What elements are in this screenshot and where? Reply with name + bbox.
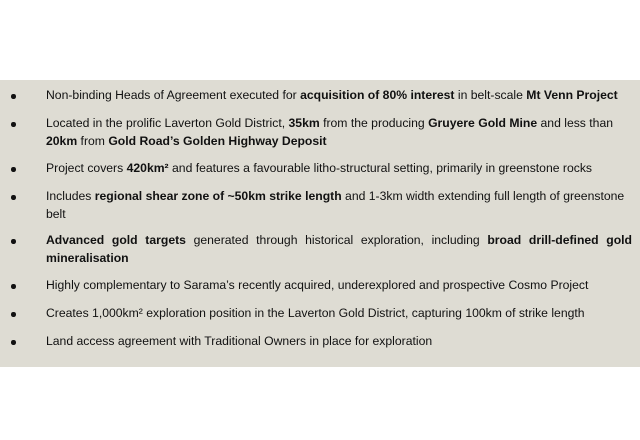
bullet-point [11, 284, 16, 289]
bullet-point [11, 167, 16, 172]
bullet-text: Located in the prolific Laverton Gold District, 35km from the producing Gruyere Gold Mine and less than 20km from Gold Road’s Golden Highway Deposit [46, 116, 614, 148]
bullet-text: Creates 1,000km² exploration position in the Laverton Gold District, capturing 100km of strike length [46, 306, 585, 320]
bullet-text: Land access agreement with Traditional Owners in place for exploration [46, 334, 433, 348]
highlights-panel [0, 80, 640, 367]
bullet-point [11, 94, 16, 99]
bullet-point [11, 340, 16, 345]
bullet-point [11, 195, 16, 200]
bullet-text: Includes regional shear zone of ~50km strike length and 1-3km width extending full length of greenstone belt [46, 189, 625, 221]
bullet-point [11, 122, 16, 127]
bullet-point [11, 239, 16, 244]
bullet-text: Advanced gold targets generated through historical exploration, including broad drill-defined gold mineralisation [46, 233, 632, 265]
bullet-text: Highly complementary to Sarama’s recently acquired, underexplored and prospective Cosmo Project [46, 278, 589, 292]
bullet-point [11, 312, 16, 317]
bullet-text: Non-binding Heads of Agreement executed for acquisition of 80% interest in belt-scale Mt Venn Project [46, 88, 618, 102]
bullet-text: Project covers 420km² and features a favourable litho-structural setting, primarily in greenstone rocks [46, 161, 593, 175]
